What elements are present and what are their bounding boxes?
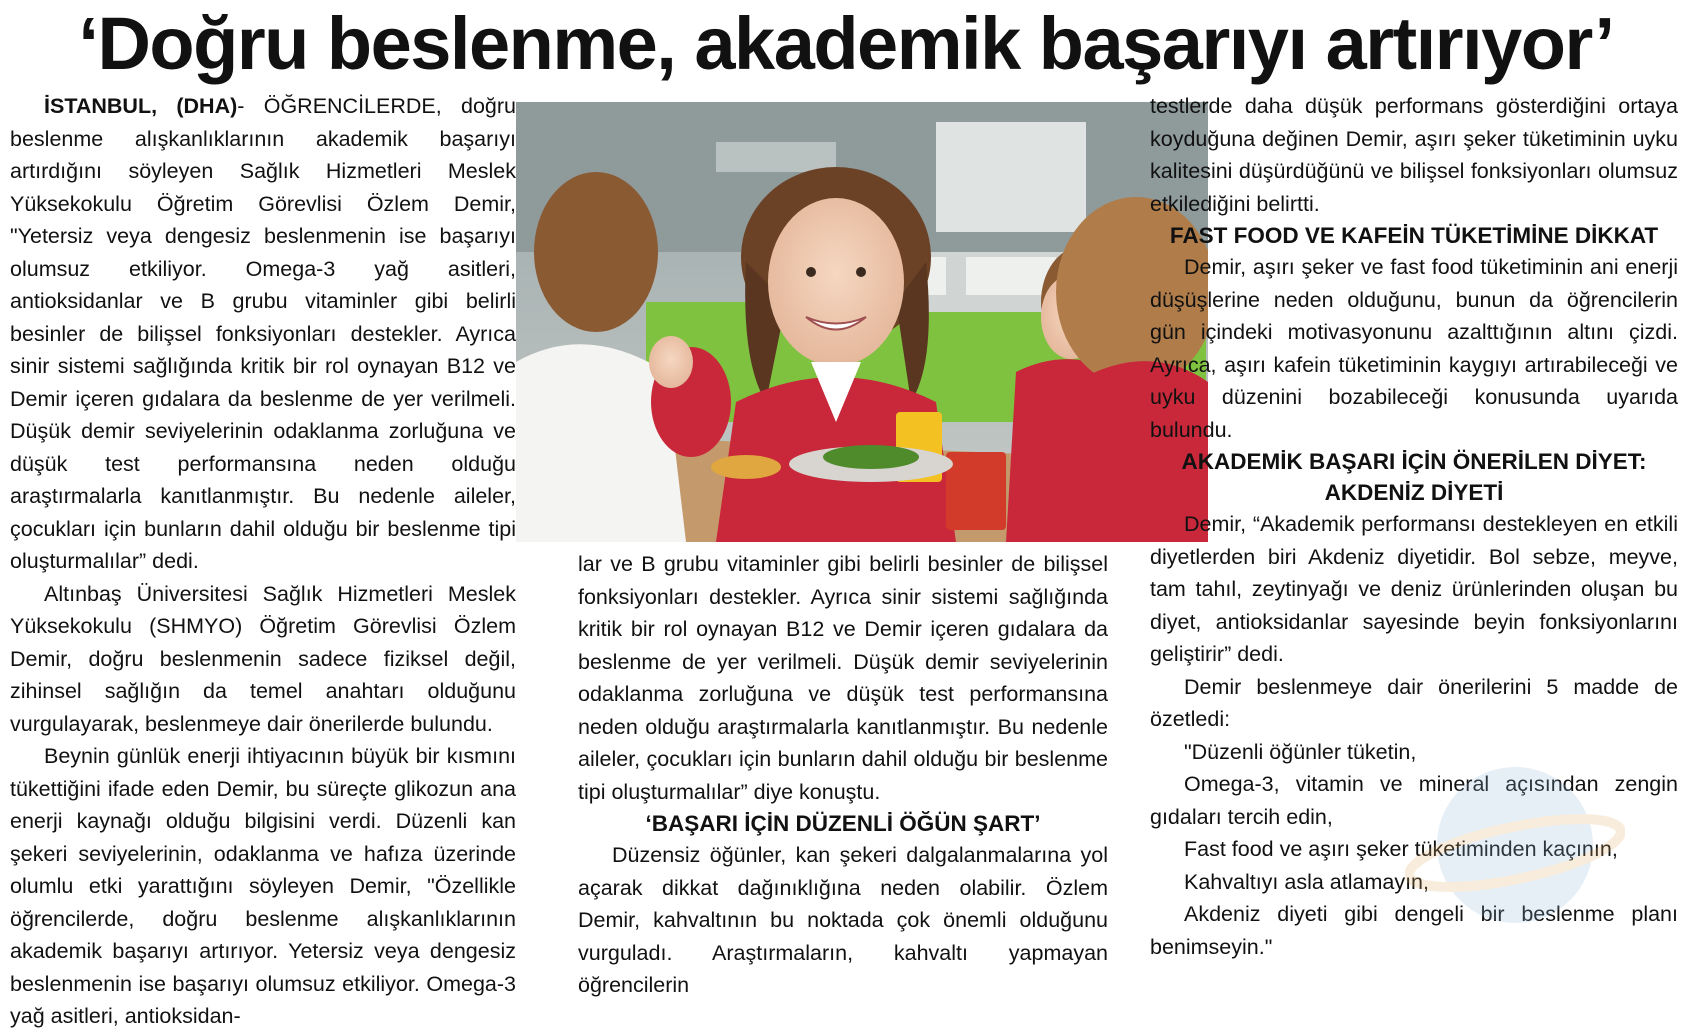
paragraph-text: - ÖĞRENCİLERDE, doğru beslenme alışkanlıklarının akademik başarıyı artırdığını söyleyen Sağlık Hizmetleri Meslek Yüksekokulu Öğretim Görevlisi Özlem Demir, "Yetersiz veya dengesiz beslenmenin ise başarıyı olumsuz etkiliyor. Omega-3 yağ asitleri, antioksidanlar ve B grubu vitaminler gibi belirli besinler de bilişsel fonksiyonları destekler. Ayrıca sinir sistemi sağlığında kritik bir rol oynayan B12 ve Demir içeren gıdalara da beslenme de yer verilmeli. Düşük demir seviyelerinin odaklanma zorluğuna ve düşük test performansına neden olduğu araştırmalarla kanıtlanmıştır. Bu nedenle aileler, çocukları için bunların dahil olduğu bir beslenme tipi oluşturmalılar” dedi.: [10, 94, 517, 573]
school-cafeteria-photo: [516, 102, 1208, 542]
paragraph: lar ve B grubu vitaminler gibi belirli besinler de bilişsel fonksiyonları destekler. Ayrıca sinir sistemi sağlığında kritik bir rol oynayan B12 ve Demir içeren gıdalara da beslenme de yer verilmeli. Düşük demir seviyelerinin odaklanma zorluğuna ve düşük test performansına neden olduğu araştırmalarla kanıtlanmıştır. Bu nedenle aileler, çocukları için bunların dahil olduğu bir beslenme tipi oluşturmalılar” diye konuştu.: [578, 552, 1108, 804]
list-item: Kahvaltıyı asla atlamayın,: [1184, 869, 1429, 894]
list-item: Akdeniz diyeti gibi dengeli bir beslenme planı benimseyin.": [1150, 902, 1678, 959]
article-photo: [516, 102, 1208, 542]
section-heading: ‘BAŞARI İÇİN DÜZENLİ ÖĞÜN ŞART’: [645, 811, 1041, 836]
paragraph: [10, 90, 516, 578]
list-item: "Düzenli öğünler tüketin,: [1184, 739, 1417, 764]
paragraph: Demir, “Akademik performansı destekleyen en etkili diyetlerden biri Akdeniz diyetidir. Bol sebze, meyve, tam tahıl, zeytinyağı ve deniz ürünlerinden oluşan bu diyet, antioksidanlar sayesinde beyin fonksiyonlarını geliştirir” dedi.: [1150, 512, 1678, 666]
column-3: [1150, 90, 1678, 963]
article-headline: ‘Doğru beslenme, akademik başarıyı artırıyor’: [78, 2, 1614, 85]
paragraph: Demir beslenmeye dair önerilerini 5 madde de özetledi:: [1150, 674, 1678, 731]
column-1: [10, 90, 516, 1033]
paragraph: Düzensiz öğünler, kan şekeri dalgalanmalarına yol açarak dikkat dağınıklığına neden olabilir. Özlem Demir, kahvaltının bu noktada çok önemli olduğunu vurguladı. Araştırmaların, kahvaltı yapmayan öğrencilerin: [578, 843, 1108, 997]
column-2: [578, 548, 1108, 1002]
section-heading: AKADEMİK BAŞARI İÇİN ÖNERİLEN DİYET: AKDENİZ DİYETİ: [1181, 449, 1647, 505]
paragraph: testlerde daha düşük performans gösterdiğini ortaya koyduğuna değinen Demir, aşırı şeker tüketiminin uyku kalitesini düşürdüğünü ve bilişsel fonksiyonları olumsuz etkilediğini belirtti.: [1150, 94, 1678, 216]
list-item: Fast food ve aşırı şeker tüketiminden kaçının,: [1184, 837, 1618, 861]
list-item: Omega-3, vitamin ve mineral açısından zengin gıdaları tercih edin,: [1150, 772, 1678, 829]
dateline: İSTANBUL, (DHA): [44, 94, 238, 118]
paragraph: Demir, aşırı şeker ve fast food tüketiminin ani enerji düşüşlerine neden olduğunu, bunun da öğrencilerin gün içindeki motivasyonunu azalttığının altını çizdi. Ayrıca, aşırı kafein tüketiminin kaygıyı artırabileceği ve uyku düzenini bozabileceği konusunda uyarıda bulundu.: [1150, 255, 1678, 442]
paragraph: Beynin günlük enerji ihtiyacının büyük bir kısmını tükettiğini ifade eden Demir, bu süreçte glikozun ana enerji kaynağı olduğu bilgisini verdi. Düzenli kan şekeri seviyelerinin, odaklanma ve hafıza üzerinde olumlu etki yarattığını söyleyen Demir, "Özellikle öğrencilerde, doğru beslenme alışkanlıklarının akademik başarıyı artırıyor. Yetersiz veya dengesiz beslenmenin ise başarıyı olumsuz etkiliyor. Omega-3 yağ asitleri, antioksidan-: [10, 744, 516, 1028]
paragraph: Altınbaş Üniversitesi Sağlık Hizmetleri Meslek Yüksekokulu (SHMYO) Öğretim Görevlisi Özlem Demir, doğru beslenmenin sadece fiziksel değil, zihinsel sağlığın da temel anahtarı olduğunu vurgulayarak, beslenmeye dair önerilerde bulundu.: [10, 581, 516, 736]
section-heading: FAST FOOD VE KAFEİN TÜKETİMİNE DİKKAT: [1169, 223, 1659, 248]
